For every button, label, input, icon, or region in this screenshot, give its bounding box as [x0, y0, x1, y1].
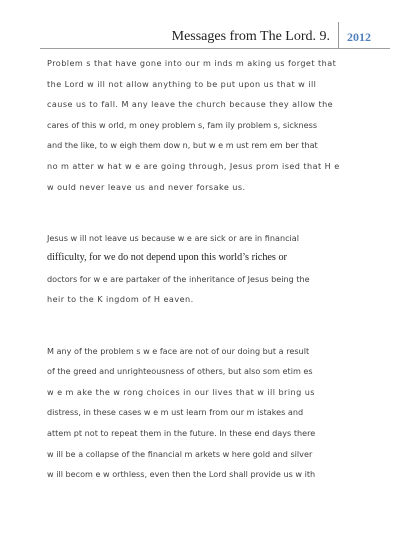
text-line: difficulty, for we do not depend upon this world’s riches or — [47, 252, 287, 264]
text-line: and the like, to w eigh them dow n, but w e m ust rem em ber that — [47, 140, 318, 151]
paragraph-1 — [47, 53, 379, 197]
text-line: w ill becom e w orthless, even then the Lord shall provide us w ith — [47, 469, 316, 480]
text-line: distress, in these cases w e m ust learn from our m istakes and — [47, 407, 304, 418]
text-line: w ould never leave us and never forsake us. — [47, 181, 246, 192]
text-line: cares of this w orld, m oney problem s, fam ily problem s, sickness — [47, 119, 318, 130]
text-line: cause us to fall. M any leave the church because they allow the — [47, 99, 334, 110]
text-line: of the greed and unrighteousness of others, but also som etim es — [47, 366, 313, 377]
text-line: Problem s that have gone into our m inds m aking us forget that — [47, 58, 337, 68]
paragraph-3 — [47, 341, 379, 485]
text-line: heir to the K ingdom of H eaven. — [47, 294, 194, 305]
header-title: Messages from The Lord. 9. — [171, 29, 330, 44]
header-rule — [40, 48, 390, 49]
text-line: w e m ake the w rong choices in our lives that w ill bring us — [47, 386, 315, 397]
header-year: 2012 — [347, 30, 371, 44]
text-line: the Lord w ill not allow anything to be put upon us that w ill — [47, 78, 317, 89]
paragraph-2 — [47, 228, 379, 310]
document-body — [47, 53, 379, 515]
text-line: M any of the problem s w e face are not of our doing but a result — [47, 345, 310, 356]
header-divider — [338, 22, 339, 48]
page-header — [0, 0, 420, 50]
text-line: attem pt not to repeat them in the future. In these end days there — [47, 427, 316, 438]
text-line: doctors for w e are partaker of the inheritance of Jesus being the — [47, 273, 310, 284]
text-line: Jesus w ill not leave us because w e are sick or are in financial — [47, 232, 299, 243]
text-line: w ill be a collapse of the financial m arkets w here gold and silver — [47, 448, 313, 459]
text-line: no m atter w hat w e are going through, Jesus prom ised that H e — [47, 160, 340, 171]
